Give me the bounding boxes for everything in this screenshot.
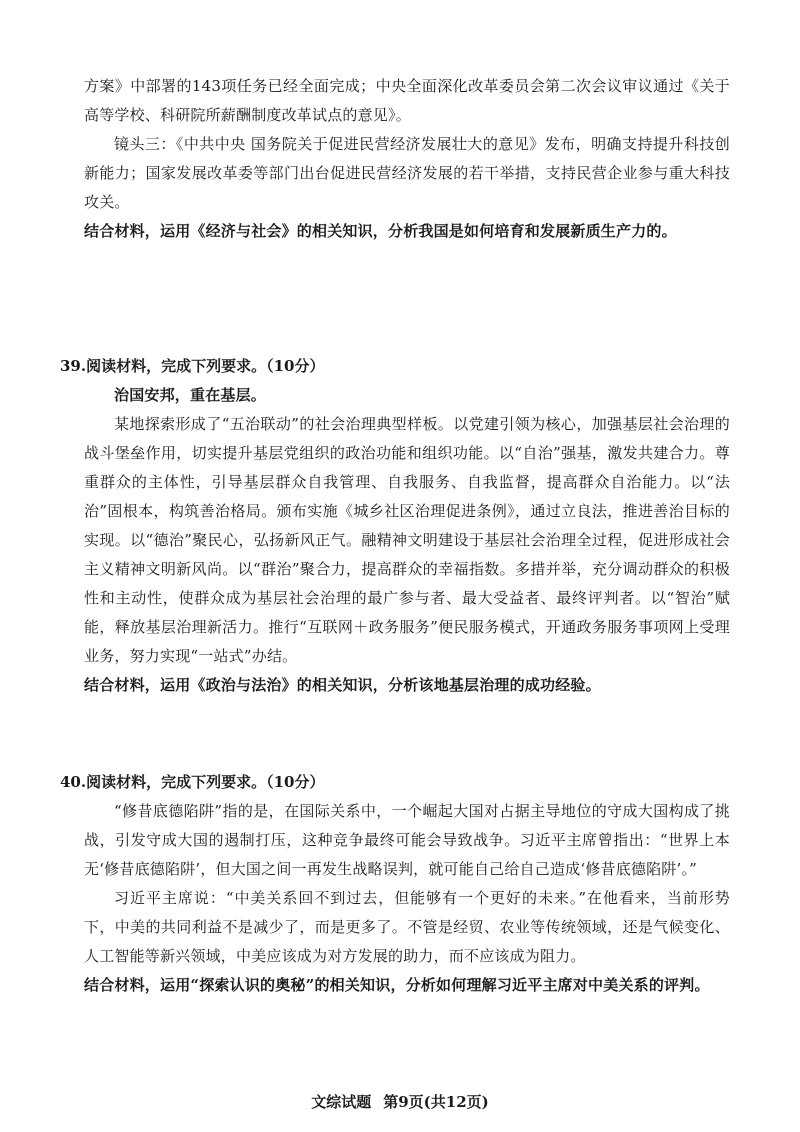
- task-prompt: 结合材料，运用《政治与法治》的相关知识，分析该地基层治理的成功经验。: [84, 676, 601, 694]
- question-40-header: [60, 768, 730, 797]
- material-lead: 治国安邦，重在基层。: [114, 386, 267, 404]
- footer-subject: 文综试题: [311, 1093, 372, 1111]
- material-paragraph: “修昔底德陷阱”指的是，在国际关系中，一个崛起大国对占据主导地位的守成大国构成了挑战，引发守成大国的遏制打压，这种竞争最终可能会导致战争。习近平主席曾指出：“世界上本无‘修昔底德陷阱’，但大国之间一再发生战略误判，就可能自己给自己造成‘修昔底德陷阱’。”: [84, 802, 730, 878]
- task-prompt: 结合材料，运用《经济与社会》的相关知识，分析我国是如何培育和发展新质生产力的。: [84, 222, 677, 240]
- page-footer: [0, 1091, 800, 1112]
- material-paragraph: 方案》中部署的143项任务已经全面完成；中央全面深化改革委员会第二次会议审议通过《关于高等学校、科研院所薪酬制度改革试点的意见》。: [84, 77, 730, 124]
- question-title: 阅读材料，完成下列要求。（10分）: [86, 773, 325, 791]
- question-38-continuation: [84, 72, 730, 246]
- material-paragraph: 镜头三：《中共中央 国务院关于促进民营经济发展壮大的意见》发布，明确支持提升科技创新能力；国家发展改革委等部门出台促进民营经济发展的若干举措，支持民营企业参与重大科技攻关。: [84, 135, 730, 211]
- material-paragraph: 某地探索形成了“五治联动”的社会治理典型样板。以党建引领为核心，加强基层社会治理的战斗堡垒作用，切实提升基层党组织的政治功能和组织功能。以“自治”强基，激发共建合力。尊重群众的主体性，引导基层群众自我管理、自我服务、自我监督，提高群众自治能力。以“法治”固根本，构筑善治格局。颁布实施《城乡社区治理促进条例》，通过立良法，推进善治目标的实现。以“德治”聚民心，弘扬新风正气。融精神文明建设于基层社会治理全过程，促进形成社会主义精神文明新风尚。以“群治”聚合力，提高群众的幸福指数。多措并举，充分调动群众的积极性和主动性，使群众成为基层社会治理的最广参与者、最大受益者、最终评判者。以“智治”赋能，释放基层治理新活力。推行“互联网＋政务服务”便民服务模式，开通政务服务事项网上受理业务，努力实现“一站式”办结。: [84, 415, 730, 665]
- question-40: [60, 768, 730, 1000]
- question-39: [60, 352, 730, 700]
- footer-page-number: 第9页(共12页): [383, 1093, 489, 1111]
- material-paragraph: 习近平主席说：“中美关系回不到过去，但能够有一个更好的未来。”在他看来，当前形势下，中美的共同利益不是减少了，而是更多了。不管是经贸、农业等传统领域，还是气候变化、人工智能等新兴领域，中美应该成为对方发展的助力，而不应该成为阻力。: [84, 889, 730, 965]
- question-39-header: [60, 352, 730, 381]
- question-number: 40.: [60, 773, 87, 791]
- question-number: 39.: [60, 357, 87, 375]
- question-title: 阅读材料，完成下列要求。（10分）: [86, 357, 325, 375]
- task-prompt: 结合材料，运用“探索认识的奥秘”的相关知识，分析如何理解习近平主席对中美关系的评判。: [84, 976, 710, 994]
